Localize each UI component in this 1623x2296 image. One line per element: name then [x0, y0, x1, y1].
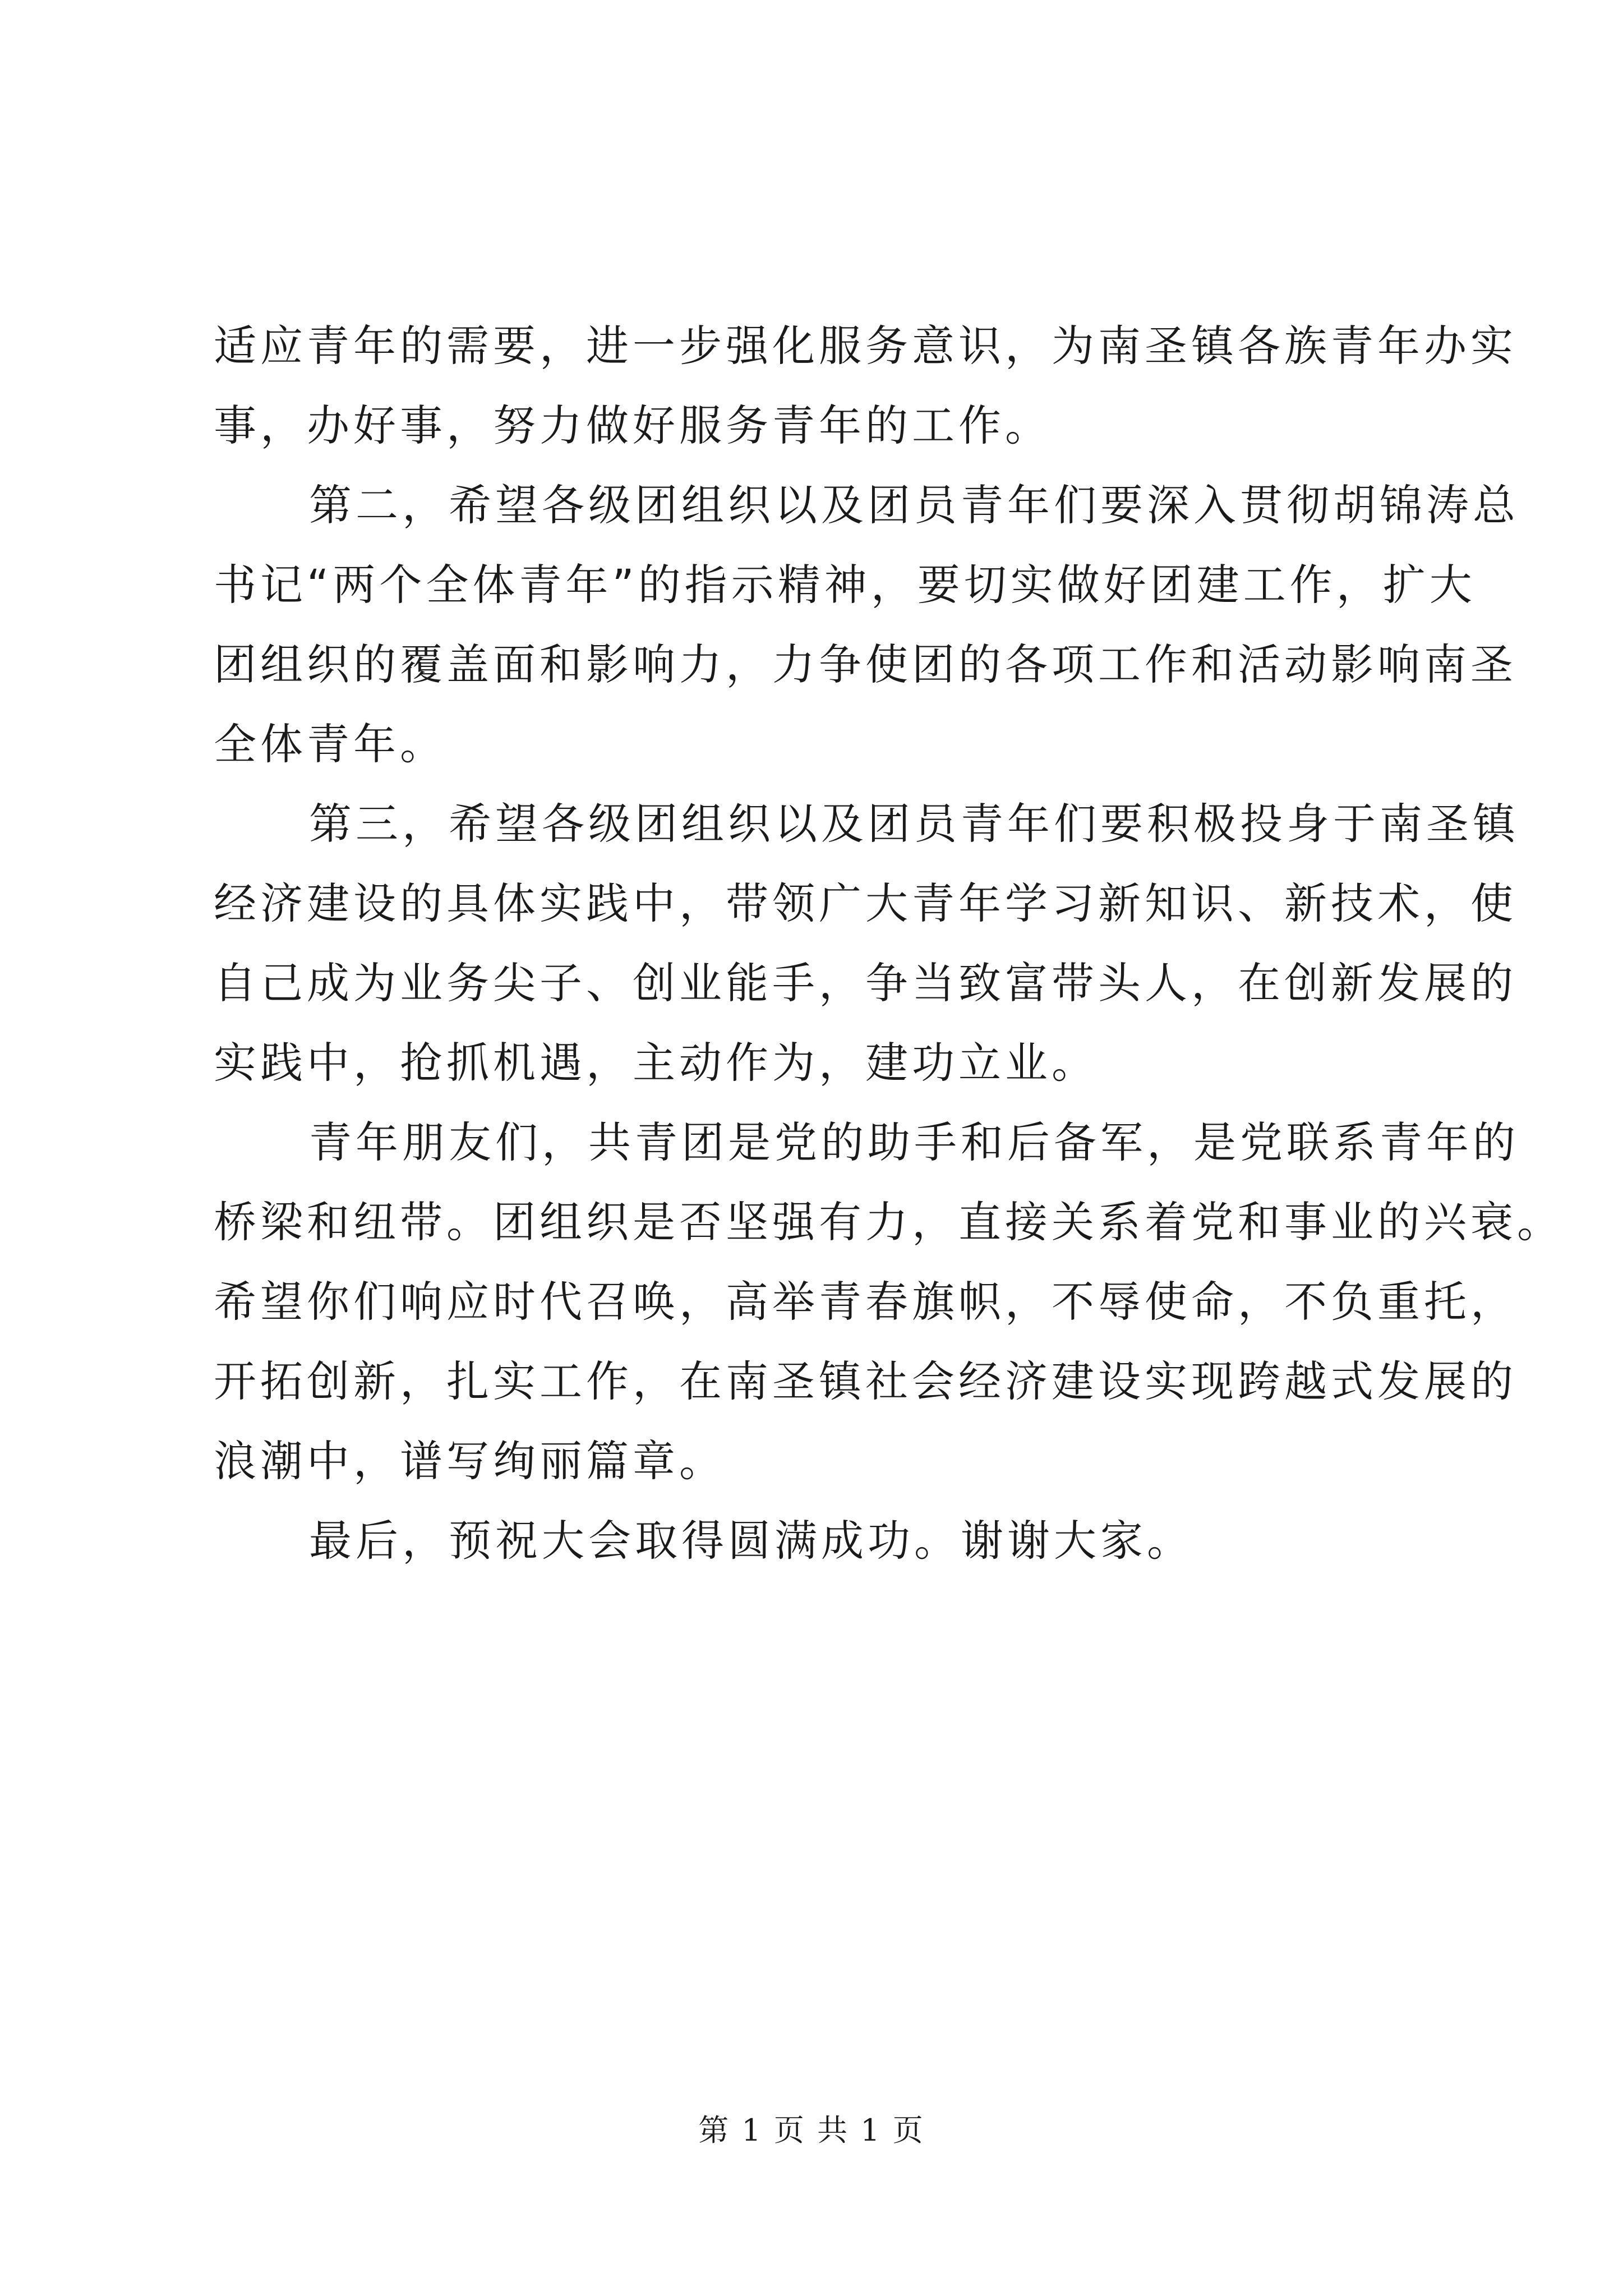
paragraph-4-line-4: 开拓创新，扎实工作，在南圣镇社会经济建设实现跨越式发展的	[214, 1356, 1517, 1406]
paragraph-4-line-3: 希望你们响应时代召唤，高举青春旗帜，不辱使命，不负重托，	[214, 1277, 1517, 1327]
page-footer: 第 1 页 共 1 页	[698, 2113, 925, 2148]
paragraph-1-line-2: 事，办好事，努力做好服务青年的工作。	[214, 401, 1052, 450]
paragraph-4-line-1: 青年朋友们，共青团是党的助手和后备军，是党联系青年的	[309, 1117, 1519, 1167]
paragraph-4-line-5: 浪潮中，谱写绚丽篇章。	[214, 1436, 726, 1486]
paragraph-2-line-2: 书记“两个全体青年”的指示精神，要切实做好团建工作，扩大	[214, 560, 1476, 610]
paragraph-2-line-1: 第二，希望各级团组织以及团员青年们要深入贯彻胡锦涛总	[309, 480, 1519, 530]
paragraph-1-line-1: 适应青年的需要，进一步强化服务意识，为南圣镇各族青年办实	[214, 321, 1517, 371]
paragraph-3-line-2: 经济建设的具体实践中，带领广大青年学习新知识、新技术，使	[214, 878, 1517, 928]
paragraph-2-line-4: 全体青年。	[214, 719, 446, 769]
paragraph-3-line-3: 自己成为业务尖子、创业能手，争当致富带头人，在创新发展的	[214, 958, 1517, 1008]
paragraph-3-line-1: 第三，希望各级团组织以及团员青年们要积极投身于南圣镇	[309, 799, 1519, 849]
paragraph-2-line-3: 团组织的覆盖面和影响力，力争使团的各项工作和活动影响南圣	[214, 639, 1517, 689]
paragraph-4-line-2: 桥梁和纽带。团组织是否坚强有力，直接关系着党和事业的兴衰。	[214, 1197, 1564, 1247]
paragraph-5-line-1: 最后，预祝大会取得圆满成功。谢谢大家。	[309, 1516, 1193, 1566]
paragraph-3-line-4: 实践中，抢抓机遇，主动作为，建功立业。	[214, 1038, 1098, 1088]
